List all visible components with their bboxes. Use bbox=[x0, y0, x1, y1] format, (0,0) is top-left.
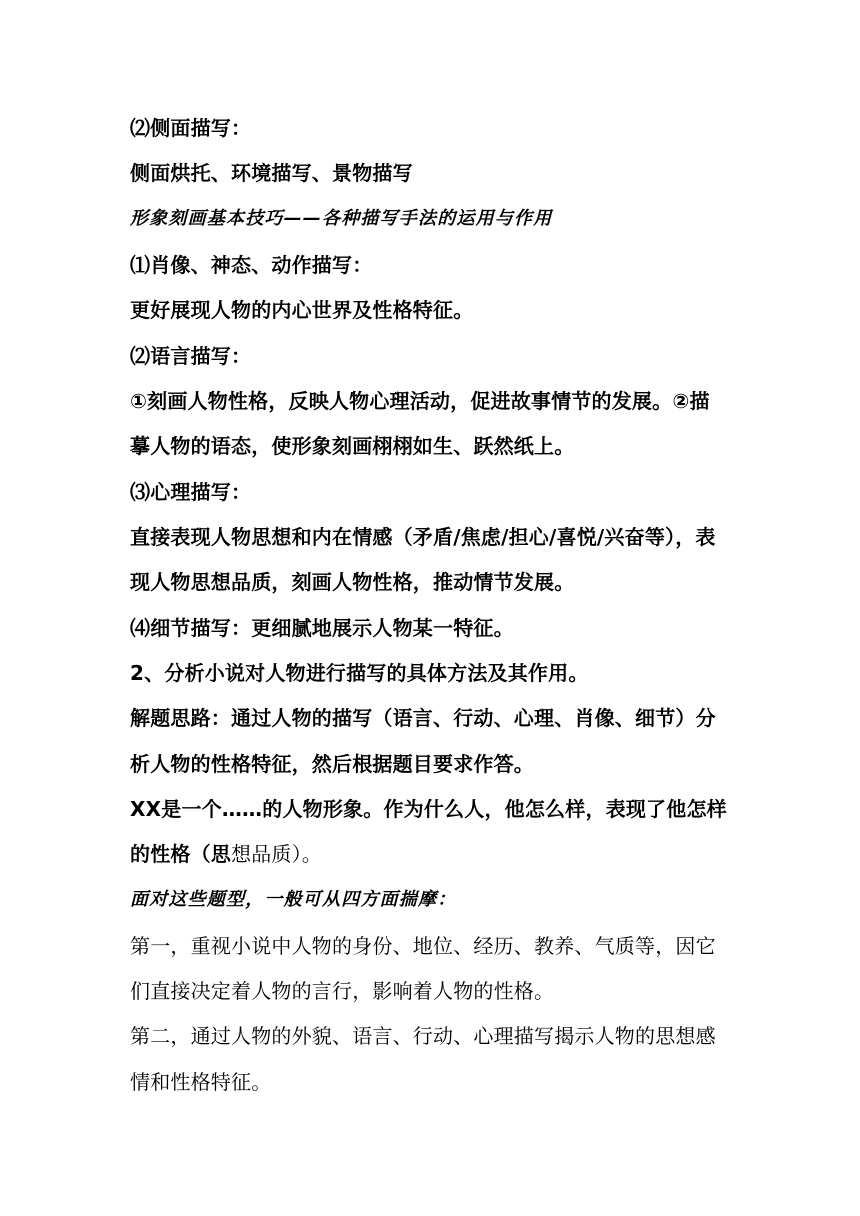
section-title-techniques: 形象刻画基本技巧——各种描写手法的运用与作用 bbox=[130, 208, 553, 229]
text-language-effect-line1: ①刻画人物性格，反映人物心理活动，促进故事情节的发展。②描 bbox=[130, 389, 710, 413]
text-side-description-types: 侧面烘托、环境描写、景物描写 bbox=[130, 161, 413, 185]
text-psychological-effect-line2: 现人物思想品质，刻画人物性格，推动情节发展。 bbox=[130, 570, 575, 594]
text-template-line1: XX是一个……的人物形象。作为什么人，他怎么样，表现了他怎样 bbox=[130, 797, 727, 821]
text-first-point-line1: 第一，重视小说中人物的身份、地位、经历、教养、气质等，因它 bbox=[130, 934, 716, 958]
text-portrait-effect: 更好展现人物的内心世界及性格特征。 bbox=[130, 298, 474, 322]
text-first-point-line2: 们直接决定着人物的言行，影响着人物的性格。 bbox=[130, 979, 555, 1003]
heading-side-description: ⑵侧面描写： bbox=[130, 116, 252, 140]
text-detail-description: ⑷细节描写：更细腻地展示人物某一特征。 bbox=[130, 616, 514, 640]
text-psychological-effect-line1: 直接表现人物思想和内在情感（矛盾/焦虑/担心/喜悦/兴奋等），表 bbox=[130, 525, 716, 549]
text-second-point-line1: 第二，通过人物的外貌、语言、行动、心理描写揭示人物的思想感 bbox=[130, 1024, 716, 1048]
text-second-point-line2: 情和性格特征。 bbox=[130, 1070, 272, 1094]
heading-portrait-description: ⑴肖像、神态、动作描写： bbox=[130, 253, 373, 277]
text-template-line2 bbox=[130, 840, 750, 868]
text-four-aspects-heading: 面对这些题型，一般可从四方面揣摩： bbox=[130, 889, 457, 910]
text-solution-line1: 解题思路：通过人物的描写（语言、行动、心理、肖像、细节）分 bbox=[130, 706, 716, 730]
text-template-line2-normal: 想品质）。 bbox=[231, 842, 322, 866]
heading-language-description: ⑵语言描写： bbox=[130, 344, 252, 368]
text-template-line2-bold: 的性格（思 bbox=[130, 842, 231, 866]
text-language-effect-line2: 摹人物的语态，使形象刻画栩栩如生、跃然纸上。 bbox=[130, 434, 575, 458]
text-solution-line2: 析人物的性格特征，然后根据题目要求作答。 bbox=[130, 752, 534, 776]
question-heading-2: 2、分析小说对人物进行描写的具体方法及其作用。 bbox=[130, 661, 589, 685]
heading-psychological-description: ⑶心理描写： bbox=[130, 480, 252, 504]
